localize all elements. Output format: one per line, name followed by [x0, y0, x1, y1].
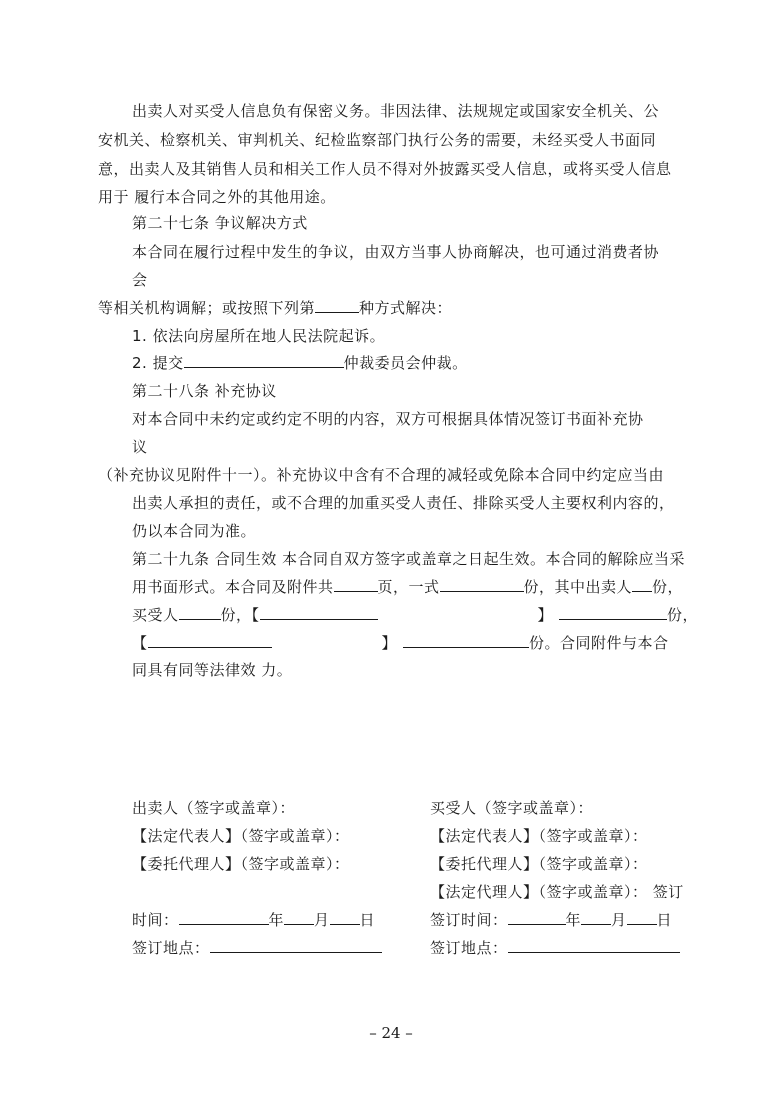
seller-place-blank: [210, 938, 382, 953]
article-29-line-3-text-a: 买受人: [132, 606, 179, 624]
seller-time-label: 时间：: [132, 911, 179, 929]
seller-year-blank: [179, 910, 269, 925]
page-number: – 24 –: [369, 1024, 413, 1042]
buyer-place-line: [430, 938, 680, 958]
article-29-line-5: 同具有同等法律效 力。: [132, 661, 293, 679]
confidentiality-line-2: 安机关、检察机关、审判机关、纪检监察部门执行公务的需要，未经买受人书面同: [98, 131, 657, 149]
article-27-option-2: [132, 353, 468, 373]
article-27-line-2: 会: [132, 271, 148, 289]
article-29-line-4-text-a: 【: [132, 634, 148, 652]
buyer-month-blank: [581, 910, 611, 925]
article-28-line-4: 出卖人承担的责任，或不合理的加重买受人责任、排除买受人主要权利内容的，: [132, 494, 675, 512]
article-27-line-3-text-b: 种方式解决：: [359, 299, 453, 317]
article-27-title: 第二十七条 争议解决方式: [132, 214, 308, 232]
article-29-line-3-text-b: 份，【: [220, 606, 260, 624]
buyer-legal-rep-label: 【法定代表人】（签字或盖章）：: [430, 827, 648, 845]
buyer-year-label: 年: [565, 911, 582, 929]
article-28-title: 第二十八条 补充协议: [132, 382, 277, 400]
article-28-line-2: 议: [132, 438, 148, 456]
confidentiality-line-1: 出卖人对买受人信息负有保密义务。非因法律、法规规定或国家安全机关、公: [132, 102, 660, 120]
article-29-line-2-text-a: 用书面形式。本合同及附件共: [132, 578, 334, 596]
article-29-line-4-text-b: 】: [381, 634, 398, 652]
article-29-line-2: [132, 577, 683, 597]
seller-month-label: 月: [314, 911, 330, 929]
seller-signature-label: 出卖人（签字或盖章）：: [132, 799, 296, 817]
buyer-month-label: 月: [611, 911, 627, 929]
copies-blank: [440, 577, 524, 592]
buyer-year-blank: [508, 910, 566, 925]
other-party-2-copies-blank: [403, 633, 529, 648]
method-number-blank: [315, 298, 359, 313]
article-27-line-1: 本合同在履行过程中发生的争议，由双方当事人协商解决，也可通过消费者协: [132, 243, 660, 261]
other-party-2-blank: [148, 633, 272, 648]
article-29-line-3-text-d: 份，: [667, 606, 699, 624]
article-28-line-3: （补充协议见附件十一）。补充协议中含有不合理的减轻或免除本合同中约定应当由: [98, 466, 665, 484]
seller-time-line: [132, 910, 375, 930]
article-29-line-3: [132, 605, 698, 625]
article-27-line-3-text-a: 等相关机构调解；或按照下列第: [98, 299, 316, 317]
buyer-time-label: 签订时间：: [430, 911, 508, 929]
article-29-line-4-text-c: 份。合同附件与本合: [529, 634, 669, 652]
article-29-line-4: [132, 633, 669, 653]
article-29-line-3-text-c: 】: [537, 606, 554, 624]
buyer-day-label: 日: [656, 911, 673, 929]
article-29-line-1: 第二十九条 合同生效 本合同自双方签字或盖章之日起生效。本合同的解除应当采: [132, 550, 686, 568]
article-29-line-2-text-c: 份，其中出卖人: [523, 578, 633, 596]
seller-copies-blank: [632, 577, 652, 592]
buyer-agent-label: 【委托代理人】（签字或盖章）：: [430, 855, 648, 873]
article-28-line-5: 仍以本合同为准。: [132, 522, 257, 540]
seller-legal-rep-label: 【法定代表人】（签字或盖章）：: [132, 827, 350, 845]
buyer-place-label: 签订地点：: [430, 939, 508, 957]
other-party-copies-blank: [559, 605, 667, 620]
article-27-line-3: [98, 298, 452, 318]
page-count-blank: [334, 577, 378, 592]
confidentiality-line-4: 用于 履行本合同之外的其他用途。: [98, 188, 336, 206]
seller-place-label: 签订地点：: [132, 939, 210, 957]
confidentiality-line-3: 意，出卖人及其销售人员和相关工作人员不得对外披露买受人信息，或将买受人信息: [98, 160, 672, 178]
article-27-option-2-text-a: 2. 提交: [132, 354, 184, 372]
buyer-time-line: [430, 910, 672, 930]
article-29-line-2-text-b: 页，一式: [377, 578, 440, 596]
buyer-legal-agent-label: 【法定代理人】（签字或盖章）： 签订: [430, 883, 684, 901]
buyer-copies-blank: [179, 605, 221, 620]
buyer-place-blank: [508, 938, 680, 953]
seller-agent-label: 【委托代理人】（签字或盖章）：: [132, 855, 350, 873]
article-28-line-1: 对本合同中未约定或约定不明的内容，双方可根据具体情况签订书面补充协: [132, 410, 644, 428]
buyer-day-blank: [627, 910, 657, 925]
seller-year-label: 年: [268, 911, 285, 929]
seller-place-line: [132, 938, 382, 958]
other-party-blank: [260, 605, 378, 620]
article-27-option-1: 1. 依法向房屋所在地人民法院起诉。: [132, 327, 386, 345]
seller-month-blank: [284, 910, 314, 925]
article-27-option-2-text-b: 仲裁委员会仲裁。: [343, 354, 468, 372]
buyer-signature-label: 买受人（签字或盖章）：: [430, 799, 594, 817]
seller-day-label: 日: [359, 911, 376, 929]
seller-day-blank: [330, 910, 360, 925]
article-29-line-2-text-d: 份，: [652, 578, 684, 596]
arbitration-committee-blank: [184, 353, 344, 368]
